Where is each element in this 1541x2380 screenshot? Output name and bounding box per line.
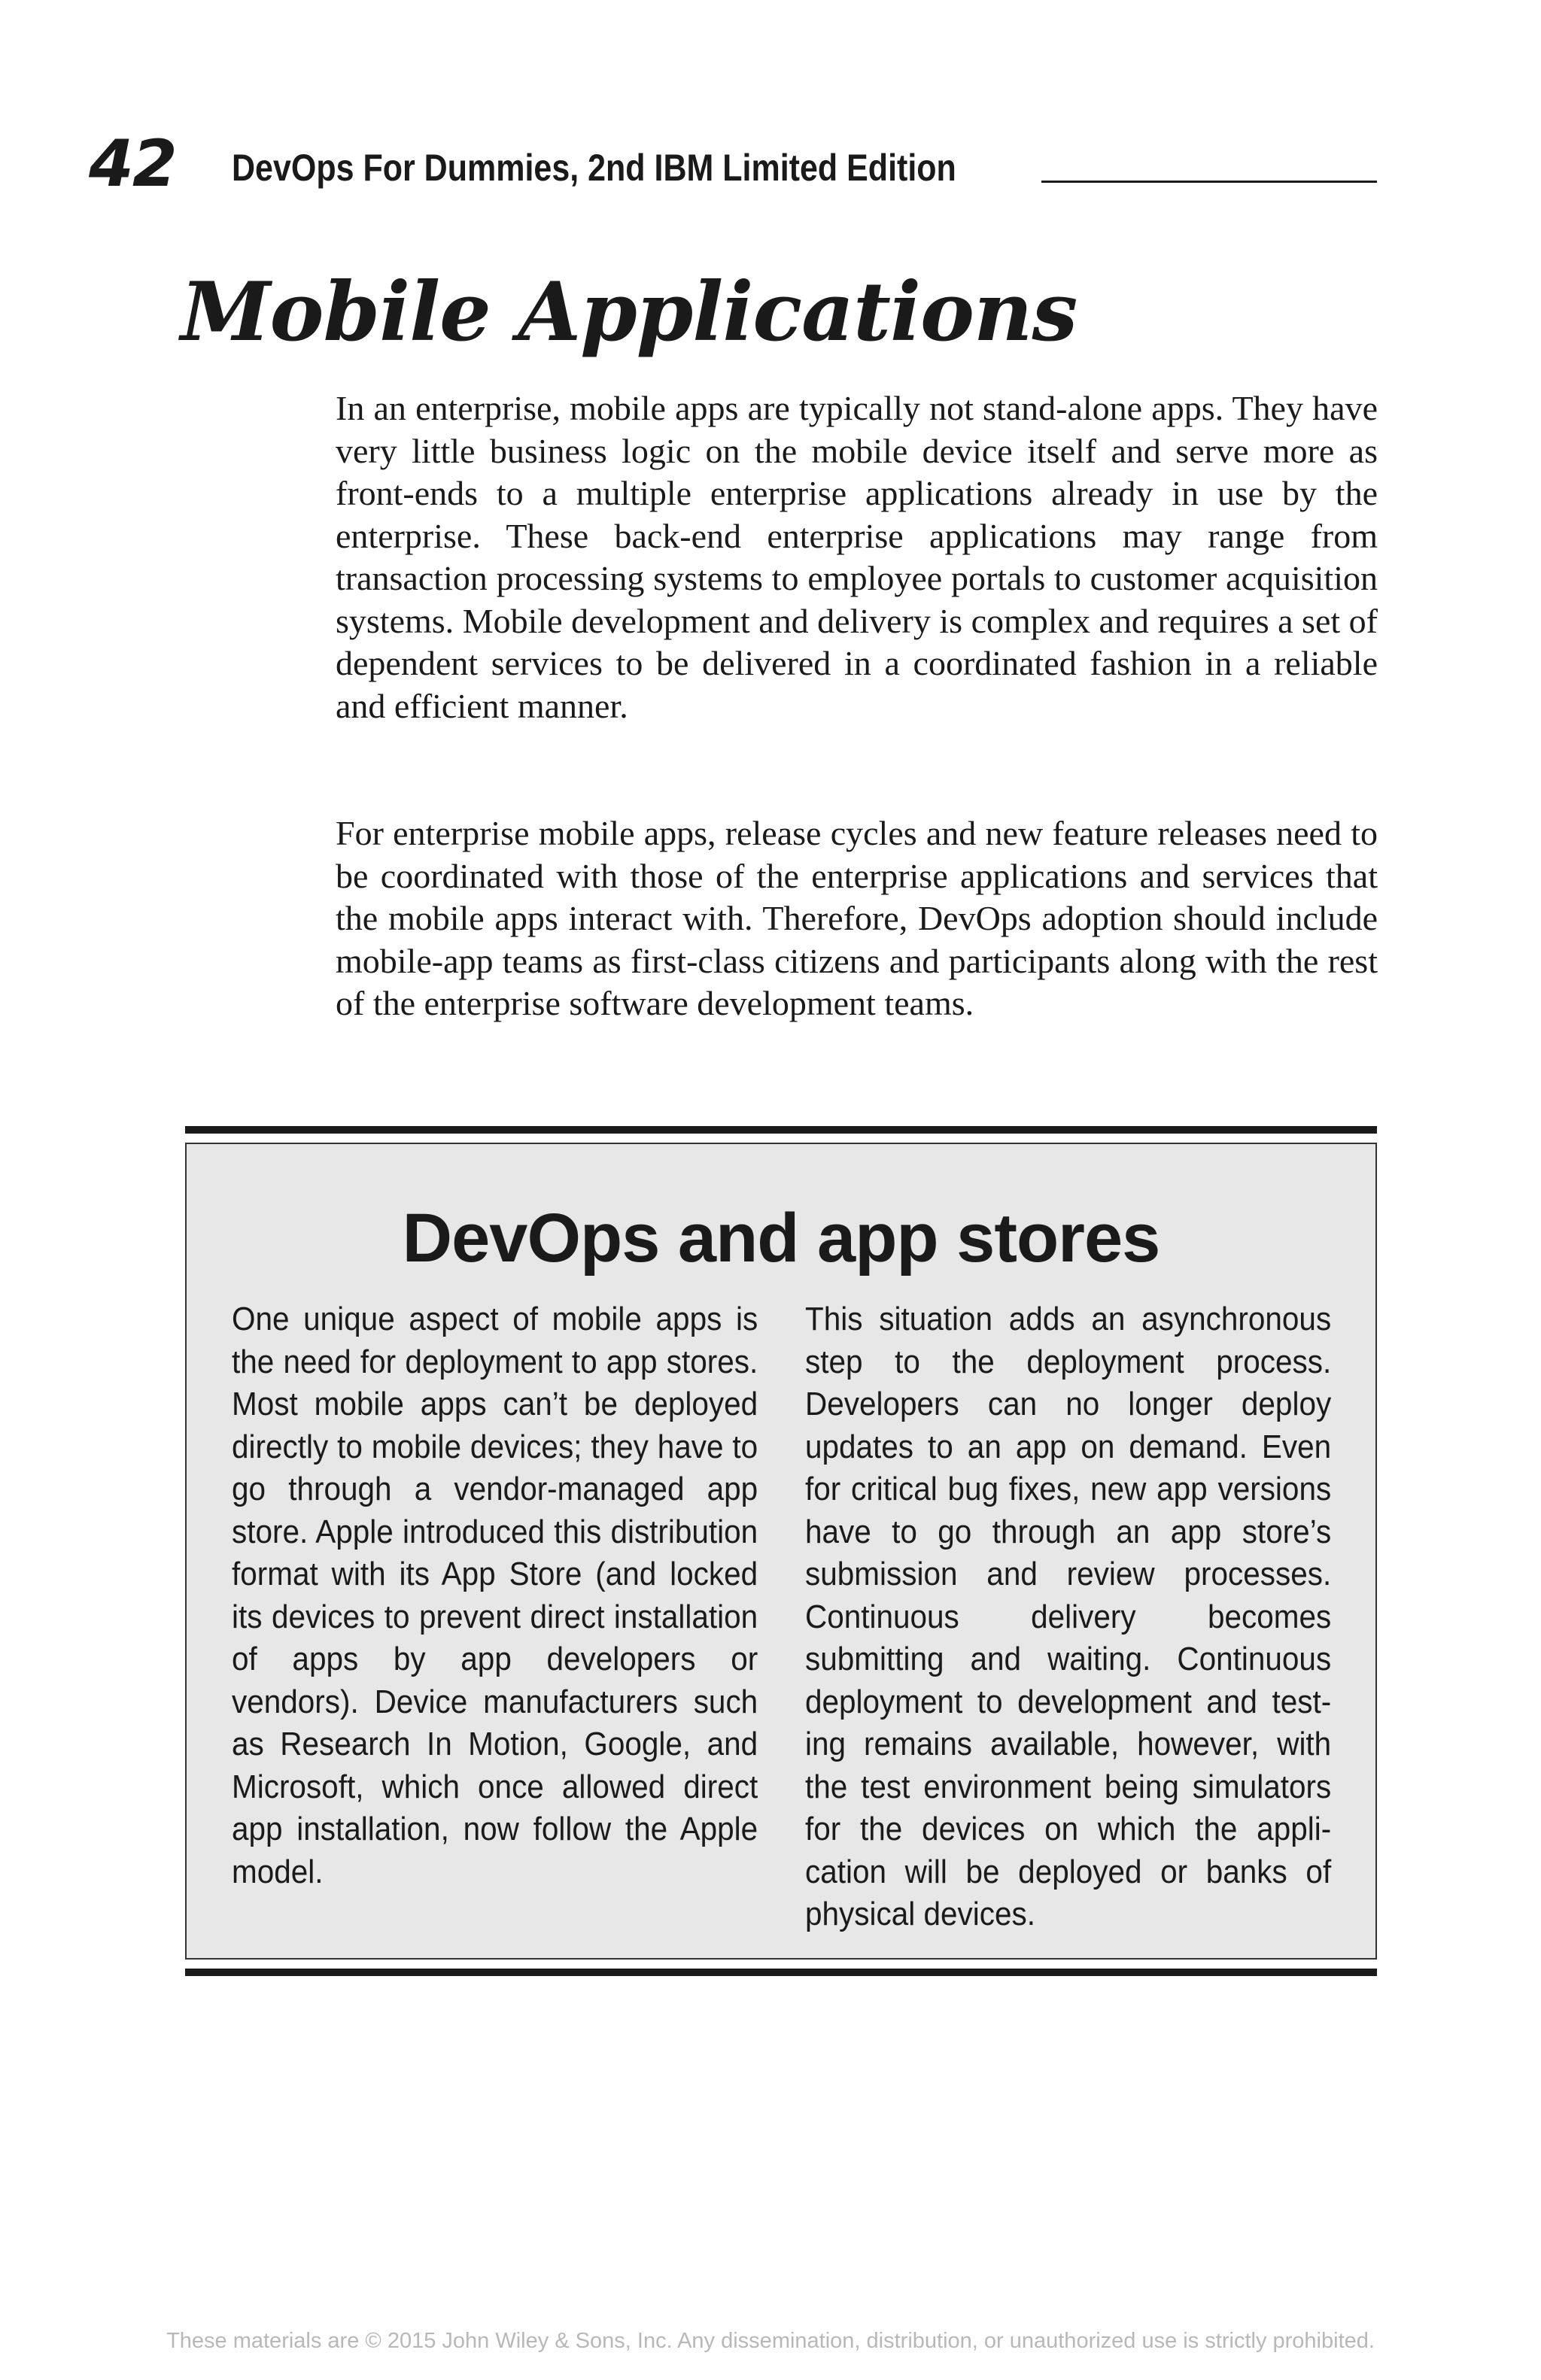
body-paragraph-2: For enterprise mobile apps, release cycles and new feature releases need to be coordinated with those of the enterprise applications and services that the mobile apps interact with. Therefore, DevOps adoption should include mobile-app teams as first-class citizens and participants along with the rest of the enterprise software development teams.	[336, 814, 1378, 1022]
section-title: Mobile Applications	[181, 265, 1077, 360]
copyright-footer: These materials are © 2015 John Wiley & Sons, Inc. Any dissemination, distribution, or unauthorized use is strictly prohibited.	[166, 2329, 1375, 2353]
sidebar-top-rule	[185, 1126, 1377, 1134]
sidebar-left-column: One unique aspect of mobile apps is the need for deployment to app stores. Most mobile apps can’t be deployed directly to mobile devices; they have to go through a vendor-managed app store. Apple introduced this distribution format with its App Store (and locked its devices to prevent direct installation of apps by app developers or vendors). Device manufacturers such as Research In Motion, Google, and Microsoft, which once allowed direct app installation, now follow the Apple model.	[232, 1301, 758, 1890]
sidebar-box	[185, 1143, 1377, 1960]
running-head: DevOps For Dummies, 2nd IBM Limited Edition	[232, 147, 956, 189]
sidebar	[185, 1126, 1377, 1976]
sidebar-right-column: This situation adds an asynchronous step to the deployment process. Developers can no longer deploy updates to an app on demand. Even for critical bug fixes, new app versions have to go through an app store’s submission and review processes. Continuous delivery becomes submitting and waiting. Continuous deployment to development and testing remains available, however, with the test environment being simulators for the devices on which the application will be deployed or banks of physical devices.	[805, 1301, 1332, 1932]
header-rule	[1041, 181, 1377, 183]
sidebar-bottom-rule	[185, 1969, 1377, 1976]
body-paragraph-1: In an enterprise, mobile apps are typically not stand-alone apps. They have very little business logic on the mobile device itself and serve more as front-ends to a multiple enterprise applications already in use by the enterprise. These back-end enterprise applications may range from transaction processing systems to employee portals to customer acquisition systems. Mobile development and delivery is complex and requires a set of dependent services to be delivered in a coordinated fashion in a reliable and efficient manner.	[336, 389, 1378, 725]
sidebar-title: DevOps and app stores	[402, 1200, 1160, 1277]
page-number: 42	[89, 126, 176, 202]
